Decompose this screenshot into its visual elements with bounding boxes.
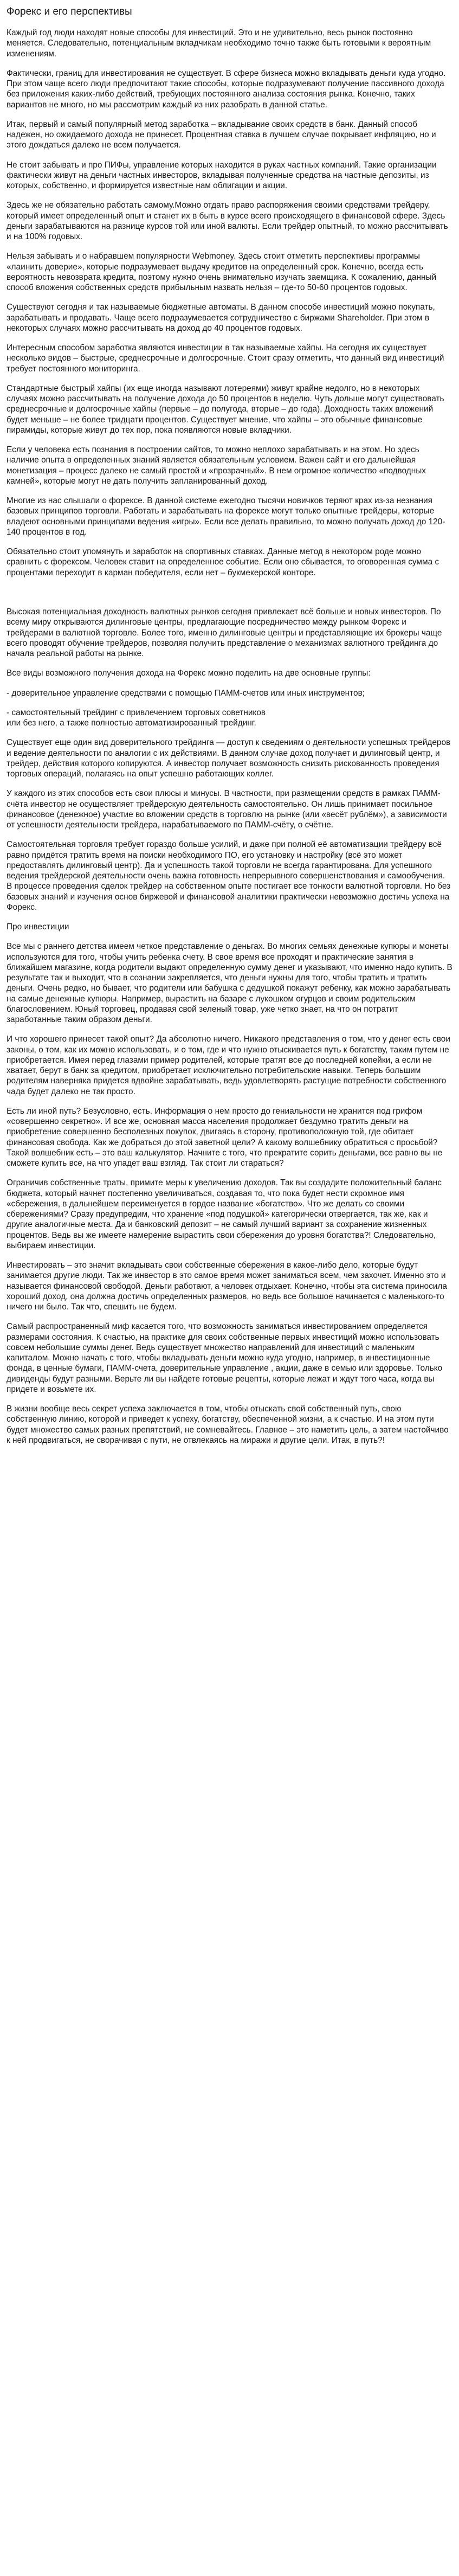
paragraph-spacer	[7, 587, 452, 598]
paragraph: Не стоит забывать и про ПИФы, управление которых находится в руках частных компаний. Такие организации фактически живут на деньги частных инвесторов, вкладывая полученные средства на частные депозиты, из которых, собственно, и формируется известные нам облигации и акции.	[7, 160, 437, 190]
paragraph: Самостоятельная торговля требует гораздо больше усилий, и даже при полной её автоматизации трейдеру всё равно придётся тратить время на поиски необходимого ПО, его установку и настройку (всё это может предоставлять дилинговый центр). Да и успешность такой торговли не всегда гарантирована. Для успешного ведения трейдерской деятельности очень важна готовность непрерывного совершенствования и самообучения. В процессе проведения сделок трейдер на собственном опыте постигает все тонкости валютной торговли. Но без базовых знаний и изучения основ биржевой и финансовой аналитики практически невозможно достичь успеха на Форекс.	[7, 840, 451, 912]
paragraph: Самый распространенный миф касается того, что возможность заниматься инвестированием определяется размерами состояния. К счастью, на практике для своих собственные первых инвестиций можно использовать совсем небольшие суммы денег. Ведь существует множество направлений для инвестиций с маленьким капиталом. Можно начать с того, чтобы вкладывать деньги можно куда угодно, например, в инвестиционные фонда, в ценные бумаги, ПАММ-счета, доверительные управление , акции, даже в семью или здоровье. Только дивиденды будут разными. Верьте ли вы найдете готовые рецепты, которые лежат и ждут того часа, когда вы придете и возьмете их.	[7, 1322, 443, 1394]
paragraph: Нельзя забывать и о набравшем популярности Webmoney. Здесь стоит отметить перспективы программы «лаинить доверие», которые подразумевает выдачу кредитов на определенный срок. Конечно, всегда есть вероятность невозврата кредита, поэтому нужно очень внимательно изучать заемщика. К сожалению, данный способ вложения собственных средств прибыльным назвать нельзя – где-то 50-60 процентов годовых.	[7, 252, 437, 292]
paragraph: Инвестировать – это значит вкладывать свои собственные сбережения в какое-либо дело, которые будут занимается другие люди. Так же инвестор в это самое время может заниматься всем, чем захочет. Именно это и называется финансовой свободой. Деньги работают, а человек отдыхает. Конечно, чтобы эта система приносила хороший доход, она должна достичь определенных размеров, но ведь все большое начинается с маленького-то ничего ни было. Так что, спешить не будем.	[7, 1261, 447, 1312]
paragraph: Если у человека есть познания в построении сайтов, то можно неплохо зарабатывать и на этом. Но здесь наличие опыта в определенных знаний является обязательным условием. Важен сайт и его дальнейшая монетизация – процесс далеко не самый простой и «прозрачный». В нем огромное количество «подводных камней», которые могут не дать получить запланированный доход.	[7, 445, 426, 486]
paragraph: Все виды возможного получения дохода на Форекс можно поделить на две основные группы:	[7, 669, 371, 678]
paragraph: Каждый год люди находят новые способы для инвестиций. Это и не удивительно, весь рынок постоянно меняется. Следовательно, потенциальным вкладчикам необходимо точно также быть готовыми к вероятным изменениям.	[7, 28, 431, 59]
paragraph: И что хорошего принесет такой опыт? Да абсолютно ничего. Никакого представления о том, что у денег есть свои законы, о том, как их можно использовать, и о том, где и что нужно отыскивается путь к богатству, таким путем не приобретается. Имея перед глазами пример родителей, которые тратят все до последней копейки, а если не хватает, берут в банк за кредитом, приобретает исключительно потребительские навыки. Теперь большим родителям наверняка придется вдвойне зарабатывать, ведь удовлетворять растущие потребности собственного чада будет далеко не так просто.	[7, 1035, 450, 1096]
paragraph: Многие из нас слышали о форексе. В данной системе ежегодно тысячи новичков теряют крах из-за незнания базовых принципов торговли. Работать и зарабатывать на форексе могут только опытные трейдеры, которые владеют основными принципами ведения «игры». Если все делать правильно, то можно получать доход до 120-140 процентов в год.	[7, 496, 445, 537]
list-item: - самостоятельный трейдинг с привлечением торговых советников или без него, а также полностью автоматизированный трейдинг.	[7, 708, 266, 728]
paragraph: Стандартные быстрый хайпы (их еще иногда называют лотереями) живут крайне недолго, но в некоторых случаях можно рассчитывать на получение дохода до 50 процентов в неделю. Чуть дольше могут существовать среднесрочные и долгосрочные хайпы (первые – до полугода, вторые – до года). Доходность таких вложений будет меньше – не более тридцати процентов. Существует мнение, что хайпы – это обычные финансовые пирамиды, которые живут до тех пор, пока появляются новые вкладчики.	[7, 383, 444, 435]
paragraph: Есть ли иной путь? Безусловно, есть. Информация о нем просто до гениальности не хранится под грифом «совершенно секретно». И все же, основная масса населения продолжает бездумно тратить деньги на приобретение совершенно бесполезных покупок, двигаясь в сторону, противоположную той, где обитает финансовая свобода. Как же добраться до этой заветной цели? А какому волшебнику обратиться с просьбой? Такой волшебник есть – это ваш калькулятор. Начните с того, что прекратите сорить деньгами, все равно вы не сможете купить все, на что упадет ваш взгляд. Так стоит ли стараться?	[7, 1106, 443, 1168]
paragraph: Обязательно стоит упомянуть и заработок на спортивных ставках. Данные метод в некотором роде можно сравнить с форексом. Человек ставит на определенное событие. Если оно сбывается, то оговоренная сумма с процентами переходит в карман победителя, если нет – букмекерской конторе.	[7, 547, 439, 577]
paragraph: Все мы с раннего детства имеем четкое представление о деньгах. Во многих семьях денежные купюры и монеты используются для того, чтобы учить ребенка счету. В свое время все проходят и практические занятия в ближайшем магазине, когда родители выдают определенную сумму денег и указывают, что именно надо купить. В результате так и выходит, что в сознании закрепляется, что деньги нужны для того, чтобы тратить и тратить деньги. Очень редко, но бывает, что родители или бабушка с дедушкой покажут ребенку, как можно зарабатывать на самые денежные купюры. Например, вырастить на базаре с лукошком огурцов и своим родительским благословением. Юный торговец, продавая свой зеленый товар, уже четко знает, на что он потратит заработанные таким образом деньги.	[7, 942, 452, 1024]
article-title: Форекс и его перспективы	[7, 6, 132, 17]
section-heading: Про инвестиции	[7, 922, 69, 932]
paragraph: Итак, первый и самый популярный метод заработка – вкладывание своих средств в банк. Данный способ надежен, но ожидаемого дохода не принесет. Процентная ставка в лучшем случае покрывает инфляцию, но и этого дождаться далеко не всем получается.	[7, 119, 436, 150]
paragraph: У каждого из этих способов есть свои плюсы и минусы. В частности, при размещении средств в рамках ПАММ-счёта инвестор не осуществляет трейдерскую деятельность самостоятельно. Он лишь принимает посильное финансовое (денежное) участие во вложении средств в торговлю на рынке (или «весёт рублём»), а зависимости от успешности деятельности трейдера, нарабатываемого по ПАММ-счёту, о счётне.	[7, 789, 447, 830]
paragraph: Существуют сегодня и так называемые бюджетные автоматы. В данном способе инвестиций можно покупать, зарабатывать и продавать. Чаще всего подразумевается сотрудничество с биржами Shareholder. При этом в некоторых случаях можно рассчитывать на доход до 40 процентов годовых.	[7, 303, 435, 333]
paragraph: Здесь же не обязательно работать самому.Можно отдать право распоряжения своими средствами трейдеру, который имеет определенный опыт и станет их в быть в курсе всего происходящего в финансовой сфере. Здесь деньги зарабатываются на разнице курсов той или иной валюты. Если трейдер опытный, то можно рассчитывать и на 100% годовых.	[7, 201, 448, 241]
paragraph: Существует еще один вид доверительного трейдинга — доступ к сведениям о деятельности успешных трейдеров и ведение деятельности по аналогии с их действиями. В данном случае доход получает и дилинговый центр, и трейдер, действия которого копируются. А инвестор получает возможность снизить рискованность проведения торговых операций, полагаясь на опыт успешно работающих коллег.	[7, 738, 451, 779]
paragraph: Интересным способом заработка являются инвестиции в так называемые хайпы. На сегодня их существует несколько видов – быстрые, среднесрочные и долгосрочные. Стоит сразу отметить, что данный вид инвестиций требует постоянного мониторинга.	[7, 343, 444, 374]
paragraph: Ограничив собственные траты, примите меры к увеличению доходов. Так вы создадите положительный баланс бюджета, который начнет постепенно увеличиваться, создавая то, что пока будет нести скромное имя «сбережения, в дальнейшем переименуется в гордое название «богатство». Что же делать со своими сбережениями? Сразу предупредим, что хранение «под подушкой» категорически отвергается, так же, как и другие аналогичные места. Да и банковский депозит – не самый лучший вариант за сохранение жизненных процентов. Ведь вы же имеете намерение вырастить свои сбережения до уровня богатства?! Следовательно, выбираем инвестиции.	[7, 1178, 442, 1250]
paragraph: Фактически, границ для инвестирования не существует. В сфере бизнеса можно вкладывать деньги куда угодно. При этом чаще всего люди предпочитают такие способы, которые подразумевают получение пассивного дохода без приложения каких-либо действий, требующих постоянного анализа состояния рынка. Конечно, таких вариантов не много, но мы рассмотрим каждый из них разобрать в данной статье.	[7, 68, 446, 110]
list-item: - доверительное управление средствами с помощью ПАММ-счетов или иных инструментов;	[7, 688, 365, 698]
paragraph: Высокая потенциальная доходность валютных рынков сегодня привлекает всё больше и новых инвесторов. По всему миру открываются дилинговые центры, предлагающие посредничество между рынком Форекс и трейдерами в валютной торговле. Более того, именно дилинговые центры и представляющие их брокеры чаще всего проводят обучение трейдеров, позволяя получить представление о механизмах валютного трейдинга до начала реальной работы на рынке.	[7, 607, 442, 658]
paragraph: В жизни вообще весь секрет успеха заключается в том, чтобы отыскать свой собственный путь, свою собственную линию, которой и приведет к успеху, богатству, обеспеченной жизни, а к счастью. И на этом пути будет множество самых разных препятствий, не сомневайтесь. Главное – это наметить цель, а затем настойчиво к ней продвигаться, не сворачивая с пути, не отвлекаясь на миражи и другие цели. Итак, в путь?!	[7, 1404, 449, 1445]
